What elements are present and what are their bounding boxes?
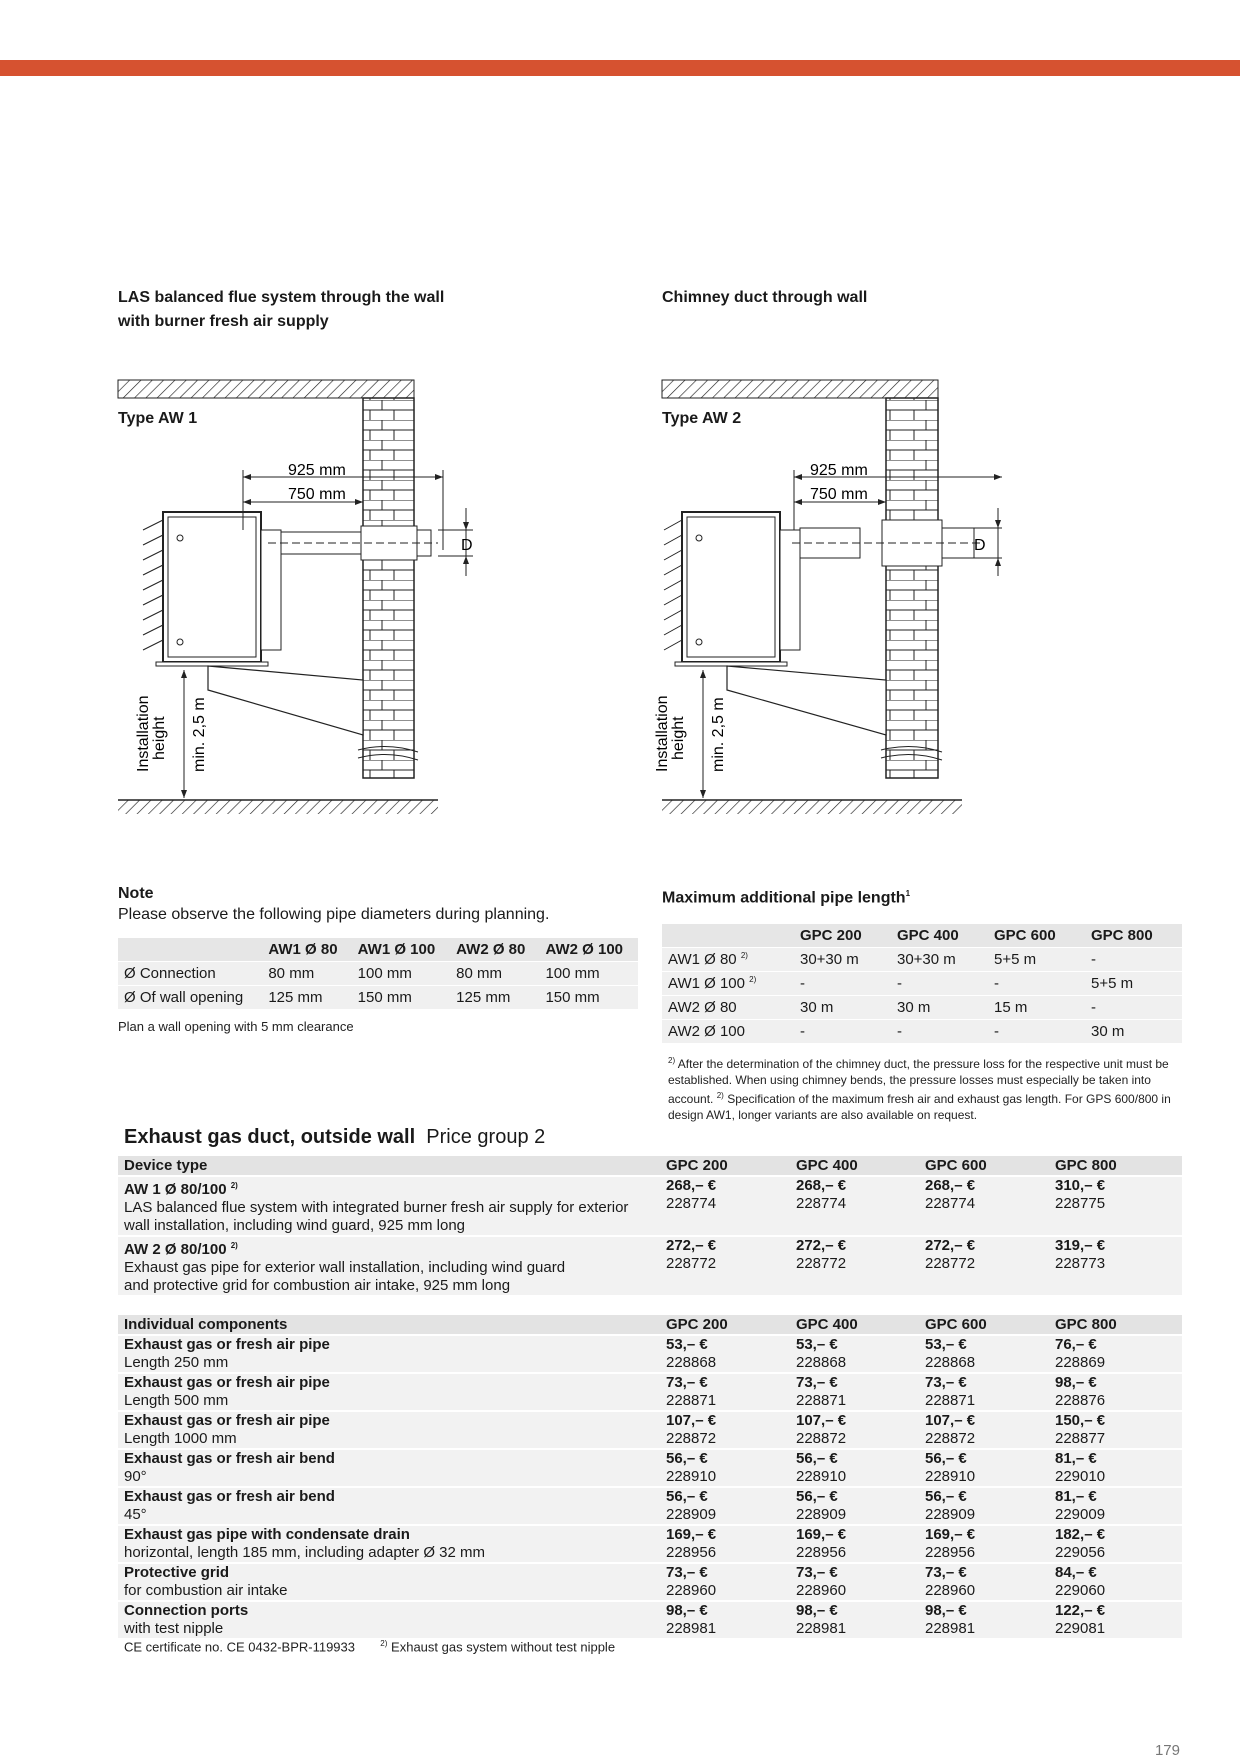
table-cell: [662, 1020, 794, 1044]
table-cell: 80 mm: [456, 965, 502, 982]
article-code: 228981: [666, 1620, 717, 1637]
component-row: [118, 1410, 1182, 1448]
article-code: 228909: [796, 1506, 847, 1523]
article-code: 228772: [796, 1255, 847, 1272]
article-code: 228872: [666, 1430, 717, 1447]
article-code: 228956: [925, 1544, 976, 1561]
price: 98,– €: [925, 1602, 967, 1619]
header-cell: GPC 600: [925, 1316, 987, 1333]
left-heading-line1: LAS balanced flue system through the wall: [118, 289, 445, 306]
table-cell: 100 mm: [545, 965, 600, 982]
price-cell: [790, 1237, 919, 1295]
component-name: Exhaust gas or fresh air bend: [124, 1450, 335, 1467]
article-code: 228960: [925, 1582, 976, 1599]
header-cell: GPC 800: [1055, 1316, 1117, 1333]
component-desc: [118, 1374, 660, 1410]
price: 73,– €: [666, 1374, 708, 1391]
table-cell: [662, 972, 794, 996]
aw2-d-label: D: [974, 537, 986, 554]
components-price-table: [118, 1315, 1182, 1638]
article-code: 228775: [1055, 1195, 1106, 1212]
table-row: [662, 972, 1182, 996]
article-code: 228872: [925, 1430, 976, 1447]
article-code: 228774: [925, 1195, 976, 1212]
diagram-aw1: [118, 380, 473, 830]
table-cell: 30+30 m: [896, 951, 956, 969]
table-cell: -: [1090, 999, 1096, 1017]
article-code: 228956: [666, 1544, 717, 1561]
price-cell: [790, 1450, 919, 1486]
article-code: 228871: [925, 1392, 976, 1409]
max-pipe-header-cell: GPC 400: [896, 927, 959, 945]
price: 81,– €: [1055, 1488, 1097, 1505]
price-cell: [1049, 1374, 1182, 1410]
component-row: [118, 1334, 1182, 1372]
price: 169,– €: [925, 1526, 976, 1543]
price: 272,– €: [925, 1237, 976, 1254]
component-detail: with test nipple: [124, 1620, 224, 1637]
price: 268,– €: [796, 1177, 847, 1194]
price-cell: [790, 1336, 919, 1372]
aw2-height-l3: min. 2,5 m: [710, 697, 727, 772]
article-code: 228872: [796, 1430, 847, 1447]
device-name: [124, 1237, 660, 1259]
price-cell: [660, 1237, 790, 1295]
price-cell: [660, 1564, 790, 1600]
price-cell: [790, 1564, 919, 1600]
price-cell: [1049, 1237, 1182, 1295]
device-name-text: AW 2 Ø 80/100: [124, 1241, 227, 1258]
aw2-type-label: Type AW 2: [662, 410, 742, 427]
article-code: 228772: [666, 1255, 717, 1272]
price-cell: [660, 1602, 790, 1638]
article-code: 228876: [1055, 1392, 1106, 1409]
price: 84,– €: [1055, 1564, 1097, 1581]
price-cell: [790, 1412, 919, 1448]
article-code: 228871: [796, 1392, 847, 1409]
article-code: 228909: [666, 1506, 717, 1523]
max-pipe-table: [662, 924, 1182, 1043]
article-code: 229010: [1055, 1468, 1106, 1485]
header-cell: Individual components: [124, 1316, 288, 1333]
component-detail: Length 250 mm: [124, 1354, 229, 1371]
footnote-sup: 2): [716, 1091, 724, 1101]
component-desc: [118, 1602, 660, 1638]
aw1-d-label: D: [461, 537, 473, 554]
article-code: 228774: [666, 1195, 717, 1212]
components-table-header: [118, 1315, 1182, 1334]
pipe-diameter-header-cell: [118, 938, 262, 962]
max-pipe-block: [662, 882, 1182, 1123]
row-label: AW2 Ø 100: [668, 1023, 745, 1041]
price: 56,– €: [666, 1488, 708, 1505]
price-cell: [660, 1526, 790, 1562]
price-cell: [790, 1602, 919, 1638]
component-row: [118, 1448, 1182, 1486]
price-cell: [919, 1450, 1049, 1486]
aw1-height-l2: height: [151, 716, 168, 760]
note-footnote: Plan a wall opening with 5 mm clearance: [118, 1019, 354, 1034]
article-code: 228960: [666, 1582, 717, 1599]
component-desc: [118, 1488, 660, 1524]
device-row: [118, 1175, 1182, 1235]
price: 98,– €: [796, 1602, 838, 1619]
device-desc: [118, 1177, 660, 1235]
price: 268,– €: [666, 1177, 717, 1194]
component-desc: [118, 1450, 660, 1486]
price: 272,– €: [666, 1237, 717, 1254]
device-sup: 2): [230, 1241, 238, 1250]
device-desc: [118, 1237, 660, 1295]
footnote-text: After the determination of the chimney duct, the pressure loss for the respective unit must be established. When using chimney bends, the pressure losses must especially be taken into account.: [668, 1057, 1169, 1107]
table-cell: 5+5 m: [993, 951, 1037, 969]
pipe-diameter-header-cell: AW1 Ø 80: [268, 941, 338, 958]
component-detail: 45°: [124, 1506, 147, 1523]
table-row: [118, 986, 638, 1010]
article-code: 228871: [666, 1392, 717, 1409]
table-cell: 30+30 m: [799, 951, 859, 969]
component-name: Connection ports: [124, 1602, 249, 1619]
price: 53,– €: [796, 1336, 838, 1353]
price: 56,– €: [796, 1450, 838, 1467]
device-desc-line: wall installation, including wind guard, 925 mm long: [124, 1217, 466, 1234]
component-detail: 90°: [124, 1468, 147, 1485]
header-cell: GPC 400: [796, 1316, 858, 1333]
table-cell: -: [993, 1023, 999, 1041]
article-code: 228877: [1055, 1430, 1106, 1447]
aw1-height-l1: Installation: [135, 695, 152, 772]
price-cell: [660, 1336, 790, 1372]
price-cell: [1049, 1412, 1182, 1448]
row-sup: 2): [740, 951, 748, 961]
price-cell: [790, 1374, 919, 1410]
components-rows: [118, 1334, 1182, 1638]
table-cell: -: [993, 975, 999, 993]
device-row: [118, 1235, 1182, 1295]
price-cell: [919, 1488, 1049, 1524]
bottom-note-text: Exhaust gas system without test nipple: [391, 1639, 616, 1655]
article-code: 229056: [1055, 1544, 1106, 1561]
diagram-aw2: [654, 380, 1002, 830]
article-code: 228981: [925, 1620, 976, 1637]
price: 73,– €: [666, 1564, 708, 1581]
header-cell: GPC 200: [666, 1157, 728, 1174]
article-code: 228910: [796, 1468, 847, 1485]
row-label: AW2 Ø 80: [668, 999, 737, 1017]
price: 73,– €: [925, 1374, 967, 1391]
article-code: 228910: [666, 1468, 717, 1485]
component-row: [118, 1562, 1182, 1600]
article-code: 228868: [666, 1354, 717, 1371]
component-row: [118, 1524, 1182, 1562]
table-cell: 30 m: [799, 999, 834, 1017]
price: 122,– €: [1055, 1602, 1106, 1619]
price: 272,– €: [796, 1237, 847, 1254]
price: 107,– €: [925, 1412, 976, 1429]
price-cell: [790, 1488, 919, 1524]
max-pipe-header-cell: GPC 600: [993, 927, 1056, 945]
pipe-diameter-header-cell: AW2 Ø 100: [545, 941, 624, 958]
device-name: [124, 1177, 660, 1199]
ce-certificate: CE certificate no. CE 0432-BPR-119933: [124, 1639, 355, 1655]
max-pipe-header-cell: [662, 924, 794, 948]
left-heading-line2: with burner fresh air supply: [118, 313, 329, 330]
device-desc-line: and protective grid for combustion air intake, 925 mm long: [124, 1277, 511, 1294]
component-desc: [118, 1564, 660, 1600]
price-cell: [660, 1412, 790, 1448]
section-subtitle: Price group 2: [426, 1126, 546, 1148]
article-code: 228909: [925, 1506, 976, 1523]
price: 169,– €: [796, 1526, 847, 1543]
footnote-sup: 2): [668, 1056, 676, 1066]
component-desc: [118, 1526, 660, 1562]
article-code: 228774: [796, 1195, 847, 1212]
table-cell: 150 mm: [545, 989, 600, 1006]
price: 56,– €: [925, 1450, 967, 1467]
price: 310,– €: [1055, 1177, 1106, 1194]
article-code: 228868: [796, 1354, 847, 1371]
price: 81,– €: [1055, 1450, 1097, 1467]
component-detail: horizontal, length 185 mm, including adapter Ø 32 mm: [124, 1544, 486, 1561]
article-code: 228910: [925, 1468, 976, 1485]
price-cell: [1049, 1488, 1182, 1524]
aw1-dim-925: 925 mm: [288, 462, 346, 479]
note-title: Note: [118, 885, 154, 902]
component-name: Exhaust gas or fresh air pipe: [124, 1374, 330, 1391]
price: 73,– €: [796, 1564, 838, 1581]
price: 73,– €: [796, 1374, 838, 1391]
component-name: Exhaust gas or fresh air pipe: [124, 1336, 330, 1353]
table-cell: [662, 948, 794, 972]
aw2-dim-925: 925 mm: [810, 462, 868, 479]
component-row: [118, 1372, 1182, 1410]
row-sup: 2): [749, 975, 757, 985]
price-cell: [1049, 1177, 1182, 1235]
pipe-diameter-header-cell: AW1 Ø 100: [357, 941, 436, 958]
price: 98,– €: [666, 1602, 708, 1619]
page-number: 179: [1154, 1742, 1180, 1759]
left-heading: [118, 286, 444, 334]
price: 56,– €: [796, 1488, 838, 1505]
price-cell: [919, 1564, 1049, 1600]
table-cell: Ø Connection: [124, 965, 216, 982]
price-cell: [790, 1177, 919, 1235]
price-cell: [790, 1526, 919, 1562]
component-name: Exhaust gas pipe with condensate drain: [124, 1526, 410, 1543]
table-cell: -: [799, 1023, 805, 1041]
price: 169,– €: [666, 1526, 717, 1543]
note-block: [118, 882, 638, 1035]
pipe-diameter-header-row: [118, 938, 638, 962]
article-code: 228960: [796, 1582, 847, 1599]
table-cell: 125 mm: [268, 989, 323, 1006]
table-cell: 150 mm: [357, 989, 412, 1006]
max-pipe-footnote: [662, 1053, 1182, 1123]
section-title: [124, 1124, 545, 1150]
aw2-height-l1: Installation: [654, 695, 671, 772]
max-pipe-title: [662, 882, 1182, 910]
article-code: 228773: [1055, 1255, 1106, 1272]
price: 98,– €: [1055, 1374, 1097, 1391]
component-detail: Length 1000 mm: [124, 1430, 237, 1447]
article-code: 229009: [1055, 1506, 1106, 1523]
right-heading: Chimney duct through wall: [662, 289, 868, 306]
article-code: 228868: [925, 1354, 976, 1371]
table-cell: 30 m: [896, 999, 931, 1017]
table-cell: 80 mm: [268, 965, 315, 982]
header-cell: GPC 200: [666, 1316, 728, 1333]
row-label: AW1 Ø 80: [668, 951, 737, 969]
max-pipe-header-row: [662, 924, 1182, 948]
max-pipe-title-sup: 1: [905, 889, 911, 898]
price: 56,– €: [925, 1488, 967, 1505]
aw1-dim-750: 750 mm: [288, 486, 346, 503]
table-cell: 100 mm: [357, 965, 412, 982]
article-code: 228869: [1055, 1354, 1106, 1371]
header-cell: Device type: [124, 1157, 208, 1174]
table-row: [662, 1020, 1182, 1044]
component-row: [118, 1600, 1182, 1638]
component-detail: Length 500 mm: [124, 1392, 229, 1409]
price-cell: [660, 1488, 790, 1524]
aw2-dim-750: 750 mm: [810, 486, 868, 503]
table-cell: -: [1090, 951, 1096, 969]
price-cell: [1049, 1336, 1182, 1372]
component-desc: [118, 1412, 660, 1448]
price-cell: [919, 1602, 1049, 1638]
price-cell: [919, 1336, 1049, 1372]
price-cell: [1049, 1564, 1182, 1600]
price: 73,– €: [925, 1564, 967, 1581]
table-cell: [662, 996, 794, 1020]
table-cell: 30 m: [1090, 1023, 1125, 1041]
table-cell: -: [799, 975, 805, 993]
article-code: 228772: [925, 1255, 976, 1272]
price-cell: [919, 1237, 1049, 1295]
header-accent-bar: [0, 60, 1240, 76]
note-text: Please observe the following pipe diameters during planning.: [118, 906, 550, 923]
price: 150,– €: [1055, 1412, 1106, 1429]
price: 76,– €: [1055, 1336, 1097, 1353]
article-code: 229081: [1055, 1620, 1106, 1637]
component-row: [118, 1486, 1182, 1524]
price-cell: [919, 1177, 1049, 1235]
device-name-text: AW 1 Ø 80/100: [124, 1181, 227, 1198]
price: 268,– €: [925, 1177, 976, 1194]
price-cell: [919, 1526, 1049, 1562]
device-desc-line: Exhaust gas pipe for exterior wall installation, including wind guard: [124, 1259, 566, 1276]
aw1-height-l3: min. 2,5 m: [191, 697, 208, 772]
component-name: Exhaust gas or fresh air pipe: [124, 1412, 330, 1429]
aw2-height-l2: height: [670, 716, 687, 760]
table-cell: -: [896, 1023, 902, 1041]
table-row: [118, 962, 638, 986]
price-cell: [660, 1177, 790, 1235]
price: 319,– €: [1055, 1237, 1106, 1254]
price-cell: [919, 1374, 1049, 1410]
price-cell: [919, 1412, 1049, 1448]
price: 53,– €: [666, 1336, 708, 1353]
max-pipe-header-cell: GPC 200: [799, 927, 862, 945]
max-pipe-header-cell: GPC 800: [1090, 927, 1153, 945]
article-code: 228981: [796, 1620, 847, 1637]
price: 53,– €: [925, 1336, 967, 1353]
header-cell: GPC 600: [925, 1157, 987, 1174]
table-cell: Ø Of wall opening: [124, 989, 244, 1006]
price: 182,– €: [1055, 1526, 1106, 1543]
article-code: 229060: [1055, 1582, 1106, 1599]
table-row: [662, 948, 1182, 972]
device-table-header: [118, 1156, 1182, 1175]
price-cell: [1049, 1602, 1182, 1638]
price: 107,– €: [796, 1412, 847, 1429]
price: 56,– €: [666, 1450, 708, 1467]
device-sup: 2): [230, 1181, 238, 1190]
device-desc-line: LAS balanced flue system with integrated burner fresh air supply for exterior: [124, 1199, 629, 1216]
price-cell: [660, 1374, 790, 1410]
header-cell: GPC 800: [1055, 1157, 1117, 1174]
table-cell: -: [896, 975, 902, 993]
row-label: AW1 Ø 100: [668, 975, 745, 993]
pipe-diameter-header-cell: AW2 Ø 80: [456, 941, 526, 958]
price-cell: [1049, 1526, 1182, 1562]
max-pipe-title-text: Maximum additional pipe length: [662, 889, 906, 907]
price-cell: [660, 1450, 790, 1486]
header-cell: GPC 400: [796, 1157, 858, 1174]
section-title-main: Exhaust gas duct, outside wall: [124, 1126, 416, 1148]
component-detail: for combustion air intake: [124, 1582, 288, 1599]
component-name: Protective grid: [124, 1564, 230, 1581]
table-row: [662, 996, 1182, 1020]
pipe-diameter-table: [118, 938, 638, 1009]
table-cell: 5+5 m: [1090, 975, 1134, 993]
price: 107,– €: [666, 1412, 717, 1429]
table-cell: 15 m: [993, 999, 1028, 1017]
bottom-note: [124, 1636, 615, 1655]
device-price-table: [118, 1156, 1182, 1295]
footnote-text: Specification of the maximum fresh air and exhaust gas length. For GPS 600/800 in design AW1, longer variants are also available on request.: [668, 1092, 1171, 1123]
table-cell: 125 mm: [456, 989, 511, 1006]
component-desc: [118, 1336, 660, 1372]
aw1-type-label: Type AW 1: [118, 410, 198, 427]
component-name: Exhaust gas or fresh air bend: [124, 1488, 335, 1505]
article-code: 228956: [796, 1544, 847, 1561]
price-cell: [1049, 1450, 1182, 1486]
bottom-note-sup: 2): [380, 1639, 388, 1648]
